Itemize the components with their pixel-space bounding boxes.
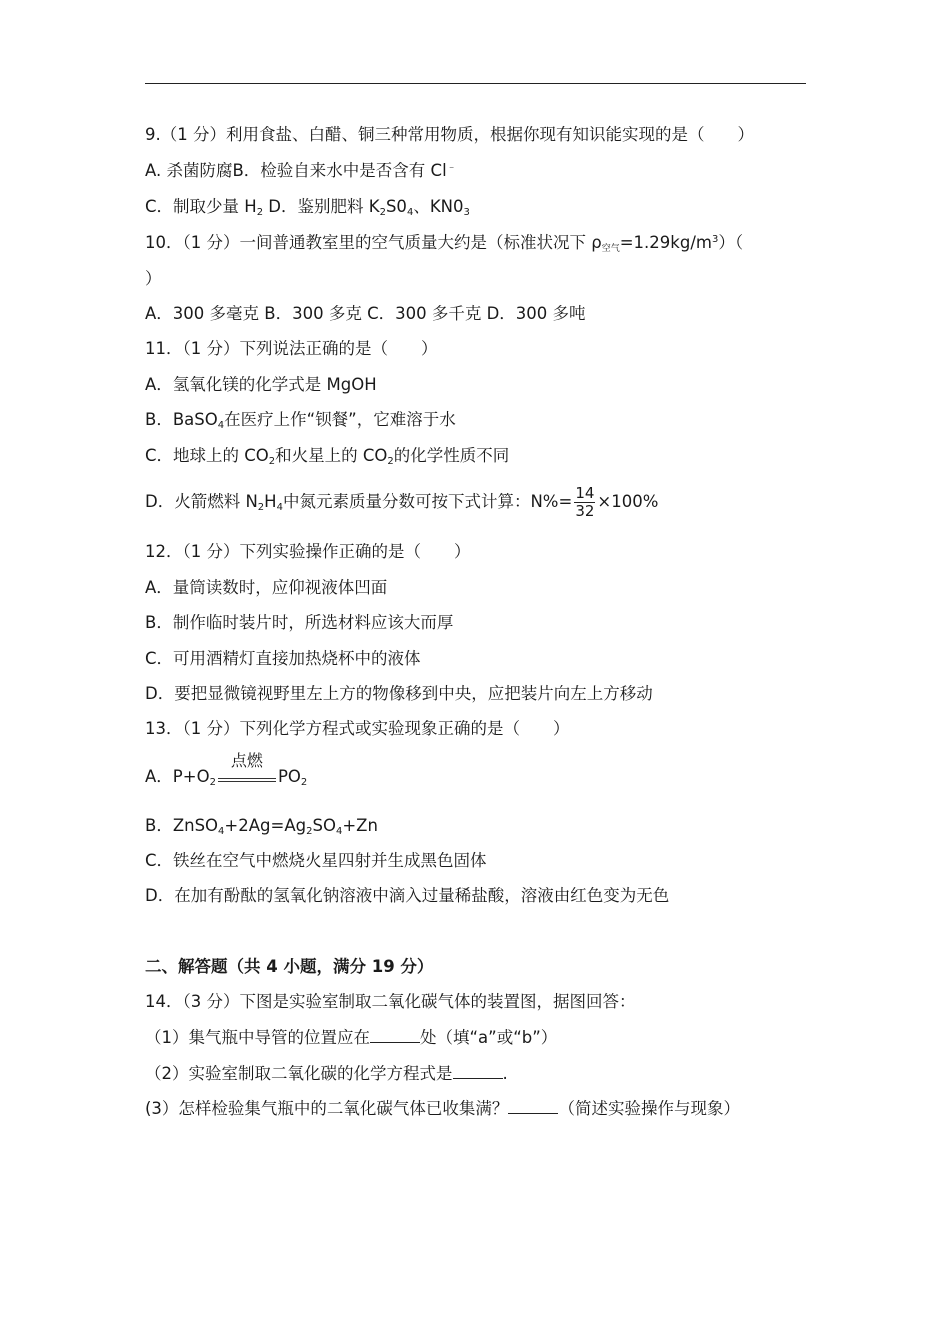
- q12-a-text: A．量筒读数时，应仰视液体凹面: [145, 578, 388, 597]
- q11-b-pre: B．BaSO: [145, 410, 218, 429]
- fraction-denominator: 32: [575, 502, 595, 520]
- q11-stem-text: 11．（1 分）下列说法正确的是（ ）: [145, 339, 438, 358]
- q13-option-d: [145, 885, 669, 907]
- answer-blank[interactable]: [508, 1097, 558, 1114]
- q11-d-sub: 4: [276, 502, 283, 513]
- q11-d-post: 中氮元素质量分数可按下式计算：N%=: [282, 492, 573, 511]
- q13-b-post: +Zn: [342, 816, 378, 835]
- q9-cd-pre: C．制取少量 H: [145, 197, 257, 216]
- q11-c-sub: 2: [268, 456, 276, 467]
- q12-option-d: [145, 683, 653, 705]
- q13-b-sub: 4: [335, 826, 343, 837]
- q13-b-pre: B．ZnSO: [145, 816, 219, 835]
- q11-c-post: 的化学性质不同: [393, 446, 510, 465]
- q11-option-c: [145, 445, 509, 467]
- q11-stem: [145, 338, 438, 360]
- q13-b-mid: +2Ag=Ag: [224, 816, 307, 835]
- q11-option-b: [145, 409, 456, 431]
- answer-blank[interactable]: [453, 1062, 503, 1079]
- q9-cd-s: S0: [385, 197, 407, 216]
- q14-p3-post: （简述实验操作与现象）: [558, 1099, 740, 1118]
- q9-options-cd: [145, 196, 470, 218]
- q11-d-fraction: [574, 485, 595, 520]
- double-equals-sign: [218, 778, 276, 782]
- q14-p1-post: 处（填“a”或“b”）: [420, 1028, 558, 1047]
- q10-options-text: A．300 多毫克 B．300 多克 C．300 多千克 D．300 多吨: [145, 304, 586, 323]
- q13-option-c: [145, 850, 487, 872]
- q13-c-text: C．铁丝在空气中燃烧火星四射并生成黑色固体: [145, 851, 487, 870]
- q13-b-so: SO: [312, 816, 336, 835]
- q9-cd-mid2: 、KN0: [413, 197, 464, 216]
- answer-blank[interactable]: [370, 1026, 420, 1043]
- q10-stem-line2: [145, 268, 162, 290]
- q12-option-a: [145, 577, 387, 599]
- q12-d-text: D．要把显微镜视野里左上方的物像移到中央，应把装片向左上方移动: [145, 684, 653, 703]
- q11-a-text: A．氢氧化镁的化学式是 MgOH: [145, 375, 377, 394]
- q11-d-pre: D．火箭燃料 N: [145, 492, 258, 511]
- q14-p2-pre: （2）实验室制取二氧化碳的化学方程式是: [145, 1064, 453, 1083]
- q11-b-sub: 4: [217, 420, 225, 431]
- q10-stem-line2-text: ）: [145, 269, 162, 288]
- reaction-condition-arrow: [216, 751, 278, 788]
- q11-d-tail: ×100%: [597, 492, 659, 511]
- q14-part1: [145, 1026, 557, 1049]
- q14-part3: [145, 1097, 740, 1120]
- q14-p2-post: .: [502, 1064, 508, 1083]
- q13-a-sub: 2: [209, 777, 216, 788]
- q13-b-sub: 4: [218, 826, 225, 837]
- fraction-numerator: 14: [575, 484, 595, 502]
- q13-a-post-sub: 2: [300, 777, 308, 788]
- q11-option-a: [145, 374, 377, 396]
- q11-option-d: [145, 482, 658, 522]
- q11-d-h: H: [264, 492, 277, 511]
- q12-c-text: C．可用酒精灯直接加热烧杯中的液体: [145, 649, 421, 668]
- q13-d-text: D．在加有酚酞的氢氧化钠溶液中滴入过量稀盐酸，溶液由红色变为无色: [145, 886, 670, 905]
- q14-stem: [145, 991, 636, 1013]
- section-heading-text: 二、解答题（共 4 小题，满分 19 分）: [145, 957, 434, 976]
- q9-stem-text: 9.（1 分）利用食盐、白醋、铜三种常用物质，根据你现有知识能实现的是（ ）: [145, 125, 754, 144]
- q13-stem-text: 13．（1 分）下列化学方程式或实验现象正确的是（ ）: [145, 719, 570, 738]
- q9-options-ab: [145, 160, 457, 182]
- q13-option-b: [145, 815, 378, 837]
- q13-stem: [145, 718, 570, 740]
- q10-stem-sub: 空气: [601, 244, 620, 254]
- reaction-condition-label: 点燃: [230, 751, 263, 770]
- q11-c-pre: C．地球上的 CO: [145, 446, 269, 465]
- q12-b-text: B．制作临时装片时，所选材料应该大而厚: [145, 613, 454, 632]
- q14-p3-pre: (3）怎样检验集气瓶中的二氧化碳气体已收集满？: [145, 1099, 509, 1118]
- q14-part2: [145, 1062, 508, 1085]
- q10-stem: [145, 232, 743, 254]
- q10-stem-end: ）（: [718, 233, 744, 252]
- q13-a-post: PO: [277, 767, 301, 786]
- q9-cd-sub: 2: [256, 207, 264, 218]
- q9-cd-sub: 4: [406, 207, 414, 218]
- q11-c-sub: 2: [387, 456, 394, 467]
- q9-ab-sup: ﹣: [446, 162, 457, 173]
- q9-ab-text: A. 杀菌防腐B．检验自来水中是否含有 Cl: [145, 161, 447, 180]
- q13-option-a: [145, 751, 308, 788]
- q12-stem: [145, 541, 471, 563]
- q13-b-sub: 2: [306, 826, 313, 837]
- q9-cd-mid: D．鉴别肥料 K: [263, 197, 380, 216]
- q11-d-sub: 2: [257, 502, 265, 513]
- q12-option-c: [145, 648, 421, 670]
- q11-c-mid: 和火星上的 CO: [275, 446, 388, 465]
- q10-stem-sup: 3: [711, 234, 719, 245]
- q10-stem-pre: 10．（1 分）一间普通教室里的空气质量大约是（标准状况下 ρ: [145, 233, 602, 252]
- q14-stem-text: 14．（3 分）下图是实验室制取二氧化碳气体的装置图，据图回答：: [145, 992, 636, 1011]
- header-rule: [145, 83, 806, 84]
- section-heading: [145, 956, 433, 978]
- q13-a-pre: A．P+O: [145, 767, 210, 786]
- q9-stem: [145, 124, 754, 146]
- q12-stem-text: 12．（1 分）下列实验操作正确的是（ ）: [145, 542, 471, 561]
- q11-b-post: 在医疗上作“钡餐”，它难溶于水: [224, 410, 456, 429]
- q14-p1-pre: （1）集气瓶中导管的位置应在: [145, 1028, 370, 1047]
- q10-options: [145, 303, 586, 325]
- q10-stem-post: =1.29kg/m: [619, 233, 712, 252]
- q12-option-b: [145, 612, 453, 634]
- q9-cd-sub: 2: [379, 207, 386, 218]
- q9-cd-sub: 3: [463, 207, 470, 218]
